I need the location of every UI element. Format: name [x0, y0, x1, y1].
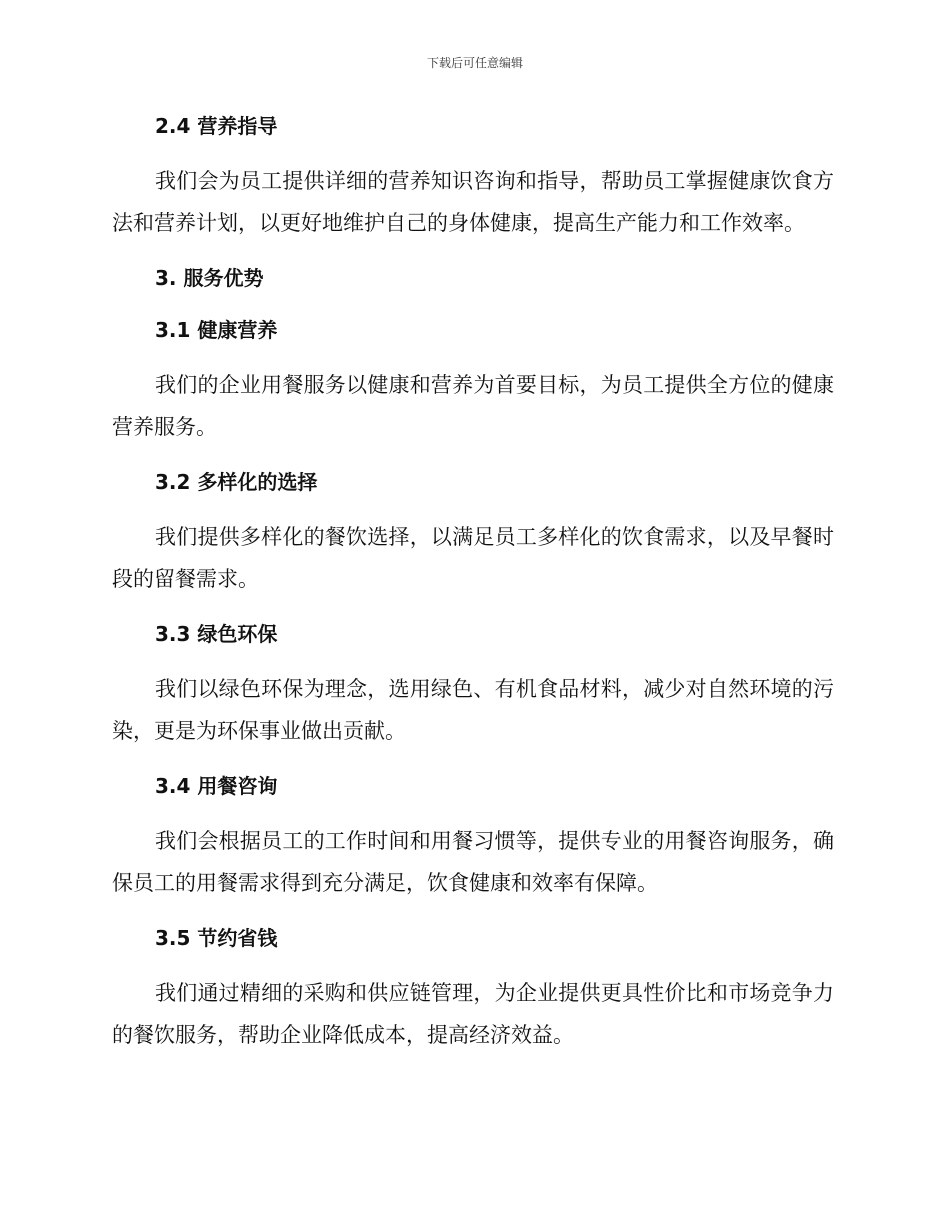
paragraph-3-4: 我们会根据员工的工作时间和用餐习惯等，提供专业的用餐咨询服务，确保员工的用餐需求得到充分满足，饮食健康和效率有保障。: [112, 829, 834, 895]
paragraph-3-3: 我们以绿色环保为理念，选用绿色、有机食品材料，减少对自然环境的污染，更是为环保事业做出贡献。: [112, 677, 834, 743]
paragraph-3-2: 我们提供多样化的餐饮选择，以满足员工多样化的饮食需求，以及早餐时段的留餐需求。: [112, 525, 834, 591]
heading-3-5: 3.5 节约省钱: [155, 926, 278, 950]
heading-2-4: 2.4 营养指导: [155, 114, 278, 138]
paragraph-2-4: 我们会为员工提供详细的营养知识咨询和指导，帮助员工掌握健康饮食方法和营养计划，以更好地维护自己的身体健康，提高生产能力和工作效率。: [112, 169, 834, 235]
document-body: [112, 108, 834, 1072]
paragraph-3-1: 我们的企业用餐服务以健康和营养为首要目标，为员工提供全方位的健康营养服务。: [112, 373, 834, 439]
header-note: 下载后可任意编辑: [426, 56, 523, 70]
heading-3-4: 3.4 用餐咨询: [155, 774, 278, 798]
heading-3-1: 3.1 健康营养: [155, 318, 278, 342]
heading-3-3: 3.3 绿色环保: [155, 622, 278, 646]
heading-3: 3. 服务优势: [155, 266, 264, 290]
heading-3-2: 3.2 多样化的选择: [155, 470, 318, 494]
paragraph-3-5: 我们通过精细的采购和供应链管理，为企业提供更具性价比和市场竞争力的餐饮服务，帮助企业降低成本，提高经济效益。: [112, 981, 834, 1047]
